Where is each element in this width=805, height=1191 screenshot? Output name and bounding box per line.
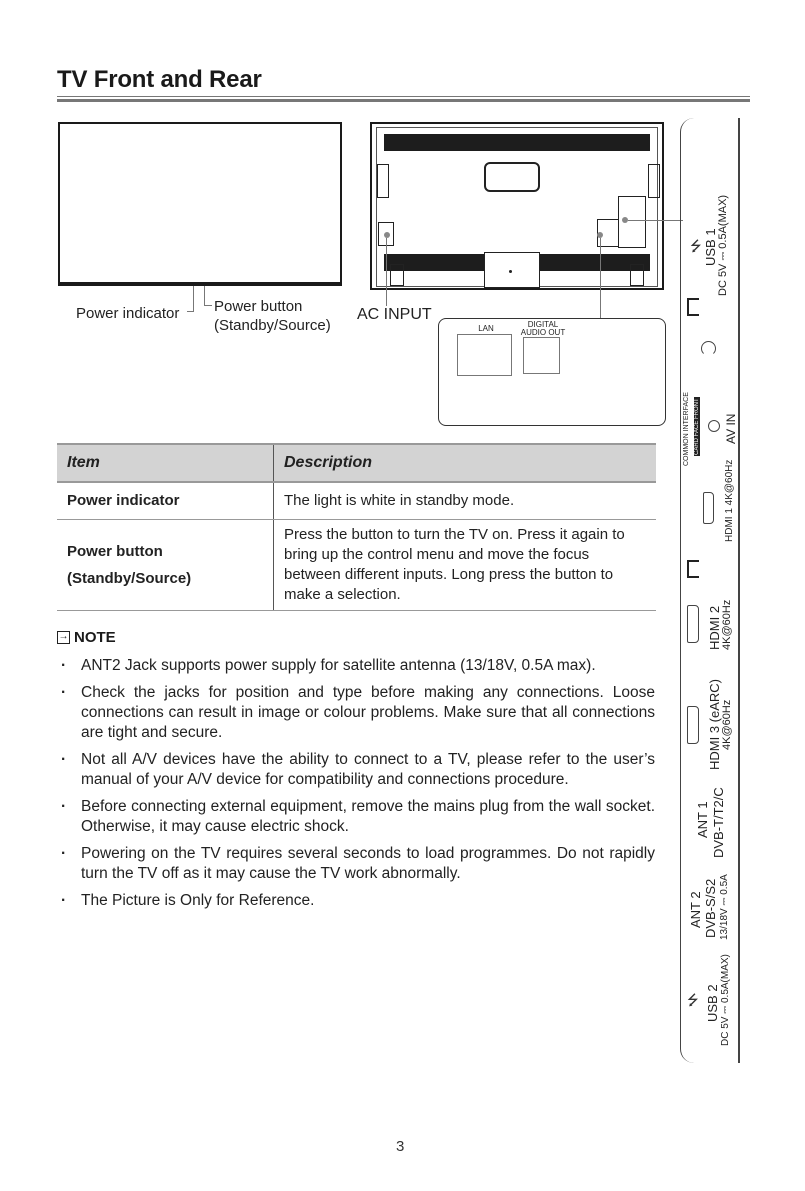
power-indicator-leader [193,286,194,312]
row-item-line2: (Standby/Source) [67,569,192,587]
arrow-right-box-icon: → [58,631,69,642]
hdmi2-label: HDMI 2 [707,605,722,650]
table-row [57,520,656,611]
title-rule-thick [57,99,750,102]
hdmi2-spec: 4K@60Hz [721,599,733,650]
table-row [57,482,656,520]
usb1-label: USB 1 [703,228,718,266]
rear-connector-panel [438,318,666,426]
row-item-line1: Power button [67,542,163,560]
note-heading-text: NOTE [74,629,116,646]
ac-input-leader [386,238,387,306]
foot-right [630,264,644,286]
row-item [57,520,274,611]
top-vent [384,134,650,151]
list-item: · Powering on the TV requires several seconds to load programmes. Do not rapidly turn the TV off as it may cause the TV work abnormally. [57,844,655,884]
row-item [57,482,274,520]
digital-audio-out-port [523,337,560,374]
power-button-leader-h [204,305,212,306]
ac-input-dot [384,232,390,238]
ant2-power: 13/18V ⎓ 0.5A [719,874,730,940]
row-description: The light is white in standby mode. [274,482,657,520]
headphone-icon [701,341,716,356]
ant2-label: ANT 2 [688,891,703,928]
digital-audio-label [515,321,571,337]
ant2-spec: DVB-S/S2 [703,878,718,938]
table-header-row [57,444,656,482]
ant1-label: ANT 1 [695,801,710,838]
power-button-label-line2: (Standby/Source) [214,317,331,334]
stand-mount-dot [509,270,512,273]
lan-port [457,334,512,376]
common-interface-label: COMMON INTERFACE [683,392,690,466]
tv-front-base [188,284,212,286]
connector-panel-leader [600,238,601,318]
header-description: Description [274,444,657,482]
power-button-label-line1: Power button [214,298,303,315]
usb-icon: ⭍ [690,238,702,254]
page-title: TV Front and Rear [57,66,262,93]
av-in-label: AV IN [724,413,738,444]
rear-side-block-right [648,164,660,198]
digital-audio-label-line1: DIGITAL [527,320,559,329]
header-item: Item [57,444,274,482]
list-item: · Before connecting external equipment, remove the mains plug from the wall socket. Otherwise, it may cause electric shock. [57,797,655,837]
side-panel-leader [628,220,683,221]
foot-left [390,264,404,286]
list-item: · Check the jacks for position and type before making any connections. Loose connections can result in image or colour problems. Make sure that all connections are tight and secure. [57,683,655,743]
item-description-table [57,443,656,611]
tv-rear-body [370,122,664,290]
hdmi1-port-icon [703,492,714,524]
list-item: · The Picture is Only for Reference. [57,891,655,911]
side-panel-right-edge [738,118,740,1063]
hdmi3-spec: 4K@60Hz [721,699,733,750]
usb2-label: USB 2 [705,984,720,1022]
lan-label: LAN [478,324,494,333]
ant1-spec: DVB-T/T2/C [711,787,726,858]
row-description: Press the button to turn the TV on. Press it again to bring up the control menu and move the focus between different inputs. Long press the button to make a selection. [274,520,657,611]
hdmi1-label: HDMI 1 4K@60Hz [724,459,735,542]
slot-bracket-bottom [687,560,699,578]
stand-mount [484,252,540,288]
list-item: · Not all A/V devices have the ability to connect to a TV, please refer to the user’s manual of your A/V device for compatibility and connections procedure. [57,750,655,790]
usb2-icon: ⭍ [687,992,699,1008]
row-item-line1: Power indicator [67,492,180,509]
usb2-spec: DC 5V ⎓ 0.5A(MAX) [720,954,731,1046]
wall-mount-handle [484,162,540,192]
hdmi3-label: HDMI 3 (eARC) [707,678,722,770]
rear-side-block-left [377,164,389,198]
power-indicator-leader-h [187,311,194,312]
note-list [57,656,655,918]
power-button-label [214,297,331,335]
slot-bracket-top [687,298,699,316]
power-button-leader [204,286,205,305]
hdmi3-port-icon [687,706,699,744]
list-item: · ANT2 Jack supports power supply for satellite antenna (13/18V, 0.5A max). [57,656,655,676]
page-number: 3 [396,1138,405,1155]
hdmi2-port-icon [687,605,699,643]
tv-front-screen [58,122,342,286]
av-in-jack-icon [708,420,720,432]
digital-audio-label-line2: AUDIO OUT [520,328,566,337]
usb1-spec: DC 5V ⎓ 0.5A(MAX) [717,194,729,296]
ac-input-label: AC INPUT [357,306,432,323]
note-heading [57,629,116,646]
power-indicator-label: Power indicator [76,305,180,322]
card-face-label: CARD FACE FRONT [694,398,700,455]
title-rule-thin [57,96,750,97]
